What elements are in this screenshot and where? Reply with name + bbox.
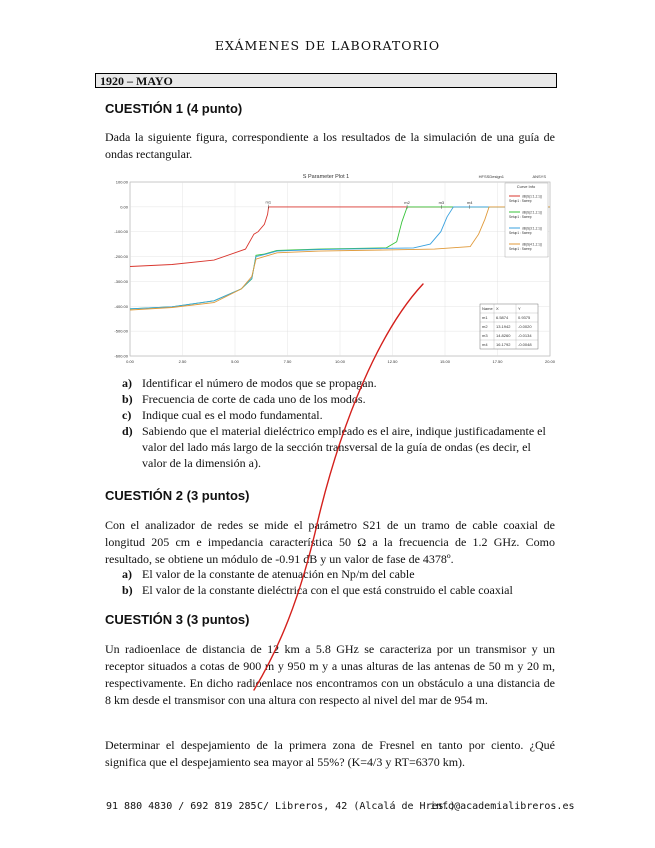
chart-title: S Parameter Plot 1 <box>302 174 350 180</box>
legend-series-setup: Setup1 : Sweep <box>509 247 532 251</box>
marker-table-cell: -0.0020 <box>518 324 532 329</box>
marker-label: m4 <box>466 199 473 205</box>
y-tick-label: -300.00 <box>114 278 128 284</box>
page-header: EXÁMENES DE LABORATORIO <box>214 38 441 53</box>
marker-table-cell: -0.0048 <box>518 342 532 347</box>
y-tick-label: 0.00 <box>120 204 128 210</box>
q1-intro: Dada la siguiente figura, correspondiente a los resultados de la simulación de una guía de ondas rectangular. <box>105 130 555 161</box>
legend-series-name: dB(S(3:1,1:1)) <box>522 226 543 231</box>
x-tick-label: 0.00 <box>126 359 134 364</box>
q2-title: CUESTIÓN 2 (3 puntos) <box>105 488 250 503</box>
q1-items <box>122 375 555 471</box>
s-parameter-chart <box>100 170 556 373</box>
q1-item-b: b) Frecuencia de corte de cada uno de los modos. <box>122 392 366 406</box>
x-tick-label: 2.50 <box>178 359 187 364</box>
x-tick-label: 20.00 <box>544 359 556 364</box>
q2-body: Con el analizador de redes se mide el parámetro S21 de un tramo de cable coaxial de longitud 205 cm e impedancia característica 50 Ω a la frecuencia de 1.2 GHz. Como resultado, se obtiene un módulo de -0.91 dB y un valor de fase de 4378º. <box>105 518 555 566</box>
q2-item-a: a) El valor de la constante de atenuación en Np/m del cable <box>122 567 415 581</box>
marker-table-cell: m2 <box>482 324 488 329</box>
marker-table-cell: 0.9375 <box>518 315 531 320</box>
q1-item-c: c) Indique cual es el modo fundamental. <box>122 408 323 422</box>
marker-table-header: X <box>496 306 499 311</box>
section-title: 1920 – MAYO <box>95 73 557 88</box>
q2-item-b: b) El valor de la constante dieléctrica con el que está construido el cable coaxial <box>122 583 513 597</box>
marker-table-cell: m4 <box>482 342 488 347</box>
y-tick-label: -400.00 <box>114 303 128 309</box>
marker-label: m1 <box>265 199 272 205</box>
marker-table-cell: -0.0134 <box>518 333 532 338</box>
x-tick-label: 12.50 <box>387 359 398 364</box>
q2-items <box>122 566 555 598</box>
chart-tag: HFSSDesign1 <box>478 174 504 179</box>
marker-table-cell: 16.1792 <box>496 342 511 347</box>
y-tick-label: -600.00 <box>114 353 128 359</box>
q3-body2: Determinar el despejamiento de la primera zona de Fresnel en tanto por ciento. ¿Qué significa que el despejamiento sea mayor al 55%? (K=4/3 y RT=6370 km). <box>105 738 555 769</box>
legend-series-setup: Setup1 : Sweep <box>509 215 532 219</box>
x-tick-label: 17.50 <box>492 359 503 364</box>
marker-table-cell: m3 <box>482 333 488 338</box>
marker-table-cell: 13.1942 <box>496 324 511 329</box>
marker-table-cell: 6.5874 <box>496 315 509 320</box>
y-tick-label: -200.00 <box>114 254 128 260</box>
chart-brand: ANSYS <box>532 174 546 179</box>
x-tick-label: 5.00 <box>231 359 239 364</box>
q3-title: CUESTIÓN 3 (3 puntos) <box>105 612 250 627</box>
footer-address: C/ Libreros, 42 (Alcalá de Hres.) <box>257 801 456 812</box>
q3-body1: Un radioenlace de distancia de 12 km a 5.8 GHz se caracteriza por un transmisor y un receptor situados a cotas de 900 m y 950 m y a unas alturas de las antenas de 50 m y 20 m, respectivamente. En dicho radioenlace nos encontramos con un obstáculo a una distancia de 8 km desde el transmisor con una altura con respecto al nivel del mar de 954 m. <box>105 642 555 707</box>
q1-item-d: d) Sabiendo que el material dieléctrico empleado es el aire, indique justificadamente el valor del lado más largo de la sección transversal de la guía de ondas (es decir, el valor de la dimensión a). <box>122 424 546 470</box>
q1-title: CUESTIÓN 1 (4 punto) <box>105 101 243 116</box>
legend-title: Curve Info <box>516 184 536 189</box>
legend-series-setup: Setup1 : Sweep <box>509 199 532 203</box>
marker-label: m2 <box>404 199 410 205</box>
legend-series-name: dB(S(2:1,1:1)) <box>522 210 543 215</box>
x-tick-label: 10.00 <box>334 359 346 364</box>
x-tick-label: 15.00 <box>439 359 451 364</box>
legend-series-name: dB(S(4:1,1:1)) <box>522 242 543 247</box>
y-tick-label: -500.00 <box>114 328 128 334</box>
marker-label: m3 <box>438 199 445 205</box>
legend-series-name: dB(S(1:1,1:1)) <box>522 194 543 199</box>
y-tick-label: 100.00 <box>115 179 128 185</box>
marker-table-header: Name <box>482 306 493 311</box>
y-tick-label: -100.00 <box>114 229 128 235</box>
marker-table-cell: 14.8260 <box>496 333 511 338</box>
x-tick-label: 7.50 <box>283 359 292 364</box>
marker-table-header: Y <box>518 306 521 311</box>
footer-phone: 91 880 4830 / 692 819 285 <box>106 801 257 812</box>
marker-table-cell: m1 <box>482 315 488 320</box>
legend-series-setup: Setup1 : Sweep <box>509 231 532 235</box>
q1-item-a: a) Identificar el número de modos que se propagan. <box>122 376 377 390</box>
footer-email: info@academialibreros.es <box>430 801 575 812</box>
